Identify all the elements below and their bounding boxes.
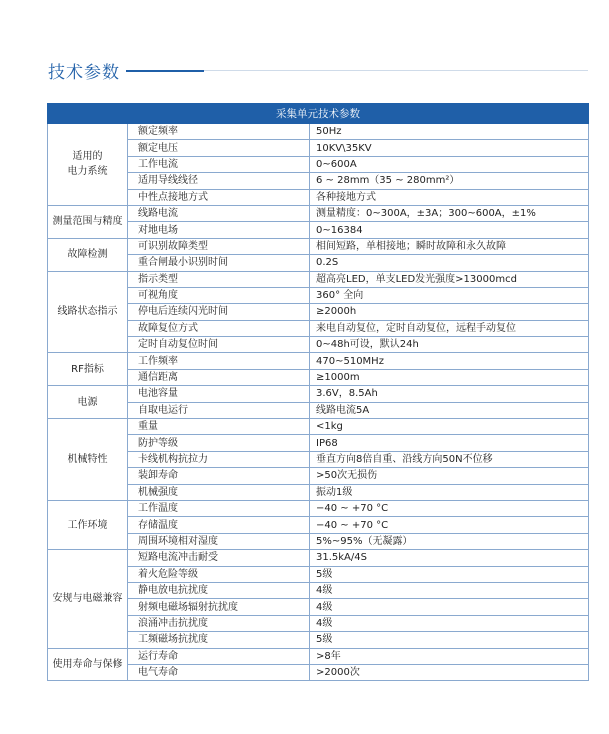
table-row	[48, 222, 589, 238]
parameter-value: >8年	[310, 648, 589, 664]
parameter-name: 存储温度	[128, 517, 310, 533]
table-row	[48, 468, 589, 484]
parameter-name: 电池容量	[128, 386, 310, 402]
parameter-value: 5级	[310, 566, 589, 582]
parameter-name: 中性点接地方式	[128, 189, 310, 205]
table-row	[48, 599, 589, 615]
category-label: 安规与电磁兼容	[52, 593, 123, 605]
parameter-value: 来电自动复位，定时自动复位，远程手动复位	[310, 320, 589, 336]
category-cell	[48, 238, 128, 271]
parameter-name: 装卸寿命	[128, 468, 310, 484]
category-cell	[48, 124, 128, 206]
table-row	[48, 566, 589, 582]
category-cell	[48, 419, 128, 501]
parameter-name: 指示类型	[128, 271, 310, 287]
parameter-value: −40 ~ +70 °C	[310, 500, 589, 516]
table-row	[48, 189, 589, 205]
parameter-value: 振动1级	[310, 484, 589, 500]
parameter-value: 6 ~ 28mm（35 ~ 280mm²）	[310, 173, 589, 189]
heading-divider-line	[204, 70, 588, 71]
parameter-name: 短路电流冲击耐受	[128, 550, 310, 566]
table-row	[48, 386, 589, 402]
table-row	[48, 517, 589, 533]
parameter-name: 工频磁场抗扰度	[128, 632, 310, 648]
category-label: RF指标	[71, 363, 104, 375]
parameter-name: 浪涌冲击抗扰度	[128, 615, 310, 631]
page-edge	[605, 0, 609, 734]
parameter-value: 超高亮LED，单支LED发光强度>13000mcd	[310, 271, 589, 287]
table-row	[48, 500, 589, 516]
table-title: 采集单元技术参数	[48, 104, 589, 124]
parameter-value: 各种接地方式	[310, 189, 589, 205]
category-label: 测量范围与精度	[52, 216, 123, 228]
table-row	[48, 615, 589, 631]
parameter-value: 31.5kA/4S	[310, 550, 589, 566]
parameter-value: 5级	[310, 632, 589, 648]
table-row	[48, 369, 589, 385]
parameter-name: 电气寿命	[128, 664, 310, 680]
parameter-value: 4级	[310, 582, 589, 598]
parameter-value: 5%~95%（无凝露）	[310, 533, 589, 549]
parameter-name: 周围环境相对湿度	[128, 533, 310, 549]
parameter-value: 470~510MHz	[310, 353, 589, 369]
parameter-name: 额定电压	[128, 140, 310, 156]
parameter-name: 故障复位方式	[128, 320, 310, 336]
parameter-name: 重量	[128, 419, 310, 435]
category-cell	[48, 500, 128, 549]
parameter-value: 4级	[310, 599, 589, 615]
table-row	[48, 435, 589, 451]
table-row	[48, 484, 589, 500]
parameter-name: 静电放电抗扰度	[128, 582, 310, 598]
table-row	[48, 402, 589, 418]
table-row	[48, 664, 589, 680]
table-body	[48, 124, 589, 681]
page-title: 技术参数	[48, 63, 120, 83]
parameter-value: 0~16384	[310, 222, 589, 238]
table-header-row	[48, 104, 589, 124]
parameter-value: 0.2S	[310, 255, 589, 271]
parameter-name: 通信距离	[128, 369, 310, 385]
category-cell	[48, 205, 128, 238]
parameter-name: 可识别故障类型	[128, 238, 310, 254]
parameter-name: 运行寿命	[128, 648, 310, 664]
parameter-value: 0~600A	[310, 156, 589, 172]
table-row	[48, 271, 589, 287]
parameter-value: 测量精度：0~300A，±3A；300~600A，±1%	[310, 205, 589, 221]
section-heading	[48, 58, 588, 83]
parameter-name: 工作电流	[128, 156, 310, 172]
parameter-value: 垂直方向8倍自重、沿线方向50N不位移	[310, 451, 589, 467]
parameter-value: ≥2000h	[310, 304, 589, 320]
table-row	[48, 533, 589, 549]
parameter-name: 防护等级	[128, 435, 310, 451]
spec-table-container	[47, 103, 588, 681]
parameter-value: 0~48h可设，默认24h	[310, 337, 589, 353]
category-label: 机械特性	[67, 454, 108, 465]
table-row	[48, 353, 589, 369]
category-cell	[48, 550, 128, 648]
parameter-name: 卡线机构抗拉力	[128, 451, 310, 467]
table-row	[48, 173, 589, 189]
category-label: 故障检测	[67, 249, 108, 261]
table-row	[48, 320, 589, 336]
table-row	[48, 419, 589, 435]
parameter-name: 机械强度	[128, 484, 310, 500]
category-cell	[48, 353, 128, 386]
category-cell	[48, 648, 128, 681]
parameter-name: 额定频率	[128, 124, 310, 140]
category-label: 适用的 电力系统	[67, 151, 108, 178]
parameter-name: 重合闸最小识别时间	[128, 255, 310, 271]
table-row	[48, 287, 589, 303]
table-row	[48, 304, 589, 320]
category-label: 工作环境	[67, 519, 108, 531]
parameter-value: −40 ~ +70 °C	[310, 517, 589, 533]
parameter-value: ≥1000m	[310, 369, 589, 385]
parameter-name: 定时自动复位时间	[128, 337, 310, 353]
parameter-name: 工作频率	[128, 353, 310, 369]
heading-accent-line	[126, 70, 204, 72]
parameter-value: 相间短路，单相接地；瞬时故障和永久故障	[310, 238, 589, 254]
table-row	[48, 124, 589, 140]
parameter-name: 可视角度	[128, 287, 310, 303]
parameter-name: 适用导线线径	[128, 173, 310, 189]
parameter-name: 射频电磁场辐射抗扰度	[128, 599, 310, 615]
category-label: 线路状态指示	[57, 306, 118, 318]
parameter-value: 50Hz	[310, 124, 589, 140]
table-row	[48, 451, 589, 467]
category-cell	[48, 271, 128, 353]
parameter-value: <1kg	[310, 419, 589, 435]
parameter-name: 自取电运行	[128, 402, 310, 418]
parameter-value: 线路电流5A	[310, 402, 589, 418]
table-row	[48, 582, 589, 598]
table-row	[48, 550, 589, 566]
table-row	[48, 205, 589, 221]
table-row	[48, 156, 589, 172]
category-label: 使用寿命与保修	[52, 658, 123, 670]
table-row	[48, 255, 589, 271]
parameter-value: 10KV\35KV	[310, 140, 589, 156]
parameter-value: IP68	[310, 435, 589, 451]
table-row	[48, 337, 589, 353]
category-cell	[48, 386, 128, 419]
spec-table	[47, 103, 589, 681]
parameter-value: 3.6V，8.5Ah	[310, 386, 589, 402]
table-row	[48, 632, 589, 648]
parameter-name: 停电后连续闪光时间	[128, 304, 310, 320]
table-row	[48, 140, 589, 156]
table-row	[48, 648, 589, 664]
parameter-value: >50次无损伤	[310, 468, 589, 484]
parameter-value: 4级	[310, 615, 589, 631]
parameter-name: 对地电场	[128, 222, 310, 238]
category-label: 电源	[77, 396, 98, 408]
parameter-name: 着火危险等级	[128, 566, 310, 582]
table-row	[48, 238, 589, 254]
parameter-value: 360° 全向	[310, 287, 589, 303]
parameter-value: >2000次	[310, 664, 589, 680]
parameter-name: 工作温度	[128, 500, 310, 516]
parameter-name: 线路电流	[128, 205, 310, 221]
